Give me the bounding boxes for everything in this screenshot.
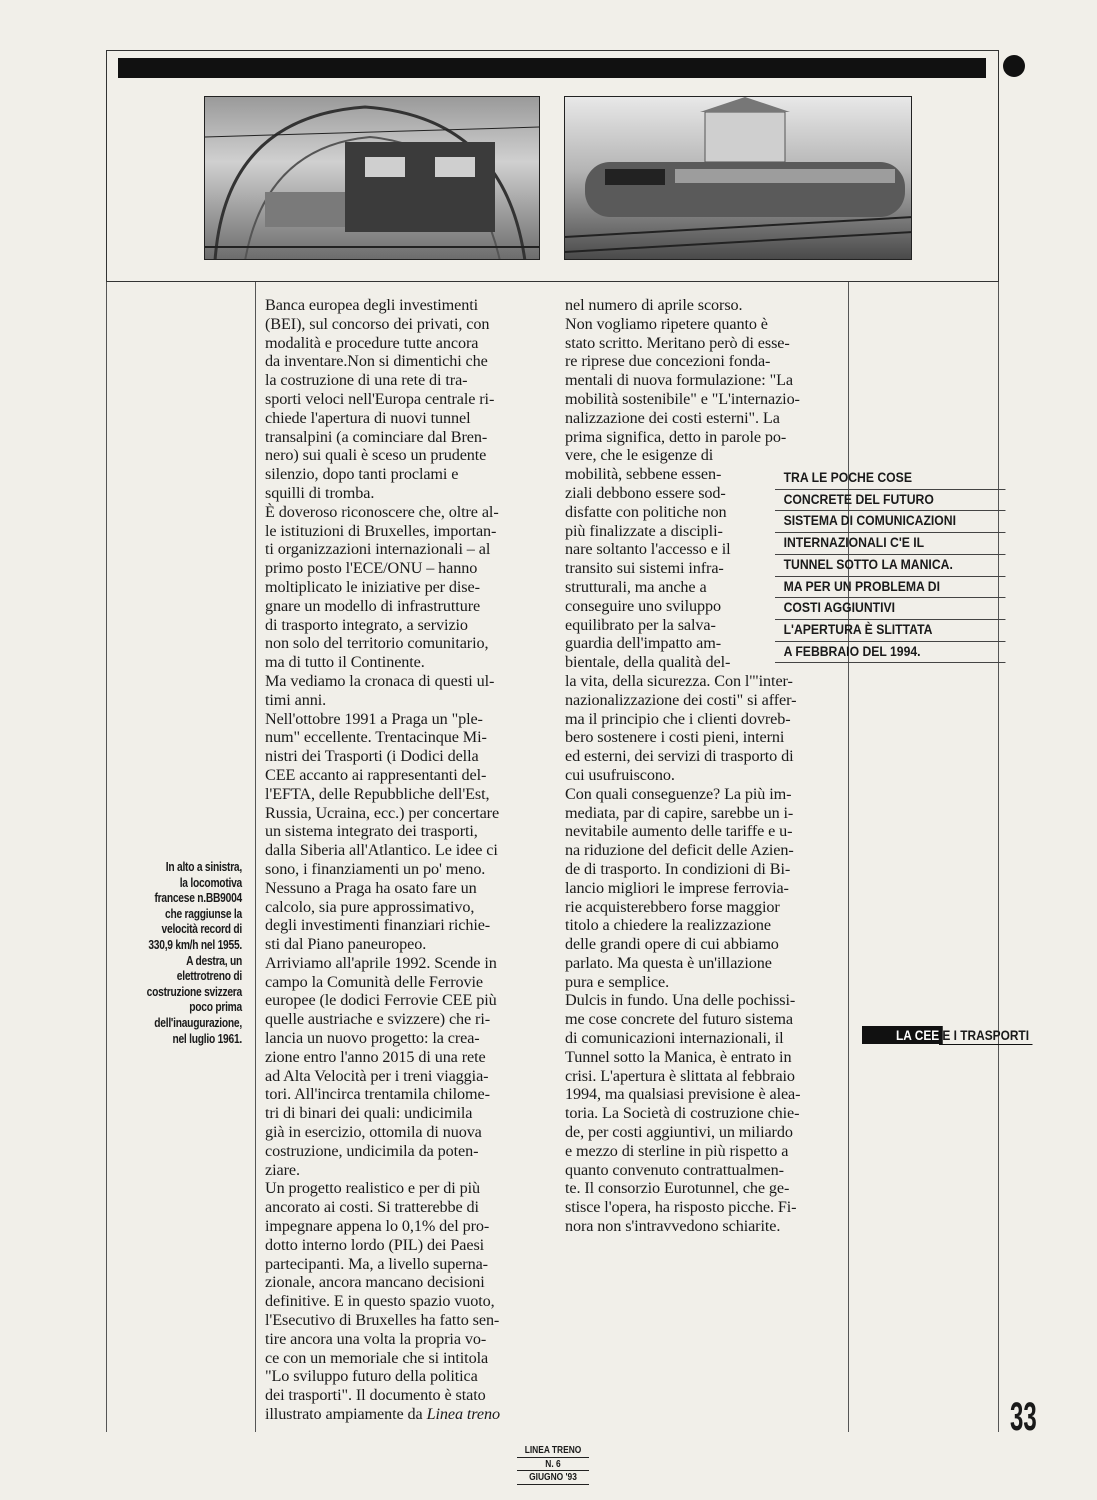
text-line: più finalizzate a discipli- [565, 521, 723, 540]
text-line: quelle austriache e svizzere) che ri- [265, 1010, 491, 1029]
text-line: (BEI), sul concorso dei privati, con [265, 314, 490, 333]
text-line: zione entro l'anno 2015 di una rete [265, 1047, 486, 1066]
caption-rule [255, 282, 256, 1432]
section-tag-left: LA CEE [862, 1026, 943, 1044]
text-line: sporti veloci nell'Europa centrale ri- [265, 389, 495, 408]
text-line: di trasporto integrato, a servizio [265, 615, 468, 634]
text-line: sono, i finanziamenti un po' meno. [265, 859, 486, 878]
locomotive-bb9004-photo [204, 96, 540, 260]
pull-quote-line: L'APERTURA È SLITTATA [775, 620, 1005, 642]
text-line: mobilità sostenibile" e "L'internazio- [565, 389, 800, 408]
right-column-rule [848, 282, 849, 1432]
text-line: nevitabile aumento delle tariffe e u- [565, 822, 793, 841]
text-line: timi anni. [265, 690, 327, 709]
text-line: Nell'ottobre 1991 a Praga un "ple- [265, 709, 483, 728]
text-line: rie acquisterebbero forse maggior [565, 897, 780, 916]
pull-quote-line: MA PER UN PROBLEMA DI [775, 577, 1005, 599]
magazine-reference: Linea treno [426, 1405, 500, 1424]
text-line: impegnare appena lo 0,1% del pro- [265, 1217, 490, 1236]
text-line: ad Alta Velocità per i treni viaggia- [265, 1066, 489, 1085]
text-line: ancorato ai costi. Si tratterebbe di [265, 1198, 479, 1217]
text-line: ziare. [265, 1160, 300, 1179]
pull-quote-line: A FEBBRAIO DEL 1994. [775, 642, 1005, 664]
text-line: l'Esecutivo di Bruxelles ha fatto sen- [265, 1311, 500, 1330]
text-line: campo la Comunità delle Ferrovie [265, 972, 483, 991]
text-line: di comunicazioni internazionali, il [565, 1029, 784, 1048]
text-line: e mezzo di sterline in più rispetto a [565, 1141, 789, 1160]
pull-quote-line: TRA LE POCHE COSE [775, 468, 1005, 490]
text-line: de di trasporto. In condizioni di Bi- [565, 859, 791, 878]
page-number: 33 [1010, 1395, 1037, 1439]
footer-magazine: LINEA TRENO [517, 1444, 589, 1458]
text-line: Con quali conseguenze? La più im- [565, 784, 792, 803]
text-line: transalpini (a cominciare dal Bren- [265, 427, 488, 446]
text-line: mentali di nuova formulazione: "La [565, 371, 793, 390]
text-line: chiede l'apertura di nuovi tunnel [265, 408, 471, 427]
text-line: l'EFTA, delle Repubbliche dell'Est, [265, 784, 490, 803]
text-line: ce con un memoriale che si intitola [265, 1348, 489, 1367]
text-line: CEE accanto ai rappresentanti del- [265, 765, 487, 784]
pull-quote-line: CONCRETE DEL FUTURO [775, 490, 1005, 512]
text-line: na riduzione del deficit delle Azien- [565, 841, 794, 860]
text-line: dotto interno lordo (PIL) dei Paesi [265, 1235, 485, 1254]
footer-date: GIUGNO '93 [517, 1471, 589, 1485]
text-line: num" eccellente. Trentacinque Mi- [265, 728, 487, 747]
text-line: parlato. Ma questa è un'illazione [565, 953, 772, 972]
text-line: illustrato ampiamente da Linea treno [265, 1405, 500, 1424]
text-line: Ma vediamo la cronaca di questi ul- [265, 671, 495, 690]
text-line: tri di binari dei quali: undicimila [265, 1104, 473, 1123]
text-line: conseguire uno sviluppo [565, 596, 721, 615]
text-line: la costruzione di una rete di tra- [265, 371, 468, 390]
text-line: pura e semplice. [565, 972, 670, 991]
text-line: Nessuno a Praga ha osato fare un [265, 878, 477, 897]
text-line: È doveroso riconoscere che, oltre al- [265, 502, 499, 521]
header-dot [1003, 55, 1025, 77]
text-line: silenzio, dopo tanti proclami e [265, 465, 459, 484]
text-line: prima significa, detto in parole po- [565, 427, 787, 446]
text-line: de, per costi aggiuntivi, un miliardo [565, 1123, 793, 1142]
pull-quote-line: COSTI AGGIUNTIVI [775, 598, 1005, 620]
text-line: stisce l'opera, ha risposto picche. Fi- [565, 1198, 797, 1217]
text-line: già in esercizio, ottomila di nuova [265, 1123, 482, 1142]
text-line: bero sostenere i costi pieni, interni [565, 728, 785, 747]
text-line: delle grandi opere di cui abbiamo [565, 935, 779, 954]
photo-caption: In alto a sinistra, la locomotiva francese n.BB9004 che raggiunse la velocità record di 330,9 km/h nel 1955. A destra, un elettrotreno di costruzione svizzera poco prima dell'inaugurazione, nel luglio 1961. [146, 860, 242, 1046]
text-line: europee (le dodici Ferrovie CEE più [265, 991, 497, 1010]
section-tag [862, 1026, 1097, 1044]
text-line: la vita, della sicurezza. Con l'"inter- [565, 671, 793, 690]
pull-quote-line: INTERNAZIONALI C'E IL [775, 533, 1005, 555]
text-line: gnare un modello di infrastrutture [265, 596, 481, 615]
text-line: Un progetto realistico e per di più [265, 1179, 480, 1198]
text-line: degli investimenti finanziari richie- [265, 916, 491, 935]
text-line: ma il principio che i clienti dovreb- [565, 709, 791, 728]
text-line: non solo del territorio comunitario, [265, 634, 489, 653]
text-line: calcolo, sia pure approssimativo, [265, 897, 475, 916]
text-line: nora non s'intravvedono schiarite. [565, 1217, 781, 1236]
text-line: dalla Siberia all'Atlantico. Le idee ci [265, 841, 498, 860]
text-line: dei trasporti". Il documento è stato [265, 1386, 486, 1405]
pull-quote [775, 468, 997, 663]
text-line: da inventare.Non si dimentichi che [265, 352, 488, 371]
text-line: Banca europea degli investimenti [265, 296, 479, 314]
text-line: ti organizzazioni internazionali – al [265, 540, 491, 559]
text-line: nalizzazione dei costi esterni". La [565, 408, 780, 427]
text-line: le istituzioni di Bruxelles, importan- [265, 521, 497, 540]
article-column-1 [265, 296, 548, 1424]
text-line: disfatte con politiche non [565, 502, 727, 521]
outer-rule [998, 282, 999, 1432]
left-rule [106, 282, 107, 1432]
text-line: bientale, della qualità del- [565, 653, 731, 672]
text-line: definitive. E in questo spazio vuoto, [265, 1292, 495, 1311]
text-line: transito sui sistemi infra- [565, 559, 724, 578]
text-line: toria. La Società di costruzione chie- [565, 1104, 800, 1123]
text-line: vere, che le esigenze di [565, 446, 714, 465]
text-line: ed esterni, dei servizi di trasporto di [565, 747, 794, 766]
text-line: mobilità, sebbene essen- [565, 465, 722, 484]
text-line: nel numero di aprile scorso. [565, 296, 743, 314]
text-line: sti dal Piano paneuropeo. [265, 935, 427, 954]
text-line: nare soltanto l'accesso e il [565, 540, 731, 559]
text-line: modalità e procedure tutte ancora [265, 333, 479, 352]
pull-quote-line: SISTEMA DI COMUNICAZIONI [775, 511, 1005, 533]
text-line: re riprese due concezioni fonda- [565, 352, 771, 371]
text-line: lancia un nuovo progetto: la crea- [265, 1029, 480, 1048]
section-tag-right: E I TRASPORTI [939, 1026, 1032, 1045]
text-line: lancio migliori le imprese ferrovia- [565, 878, 789, 897]
text-line: "Lo sviluppo futuro della politica [265, 1367, 478, 1386]
text-line: tori. All'incirca trentamila chilome- [265, 1085, 490, 1104]
text-line: Arriviamo all'aprile 1992. Scende in [265, 953, 497, 972]
text-line: costruzione, undicimila da poten- [265, 1141, 479, 1160]
text-line: ma di tutto il Continente. [265, 653, 425, 672]
text-line: tire ancora una volta la propria vo- [265, 1329, 487, 1348]
text-line: primo posto l'ECE/ONU – hanno [265, 559, 478, 578]
article-column-2 [565, 296, 847, 1236]
text-line: strutturali, ma anche a [565, 577, 707, 596]
text-line: nero) sui quali è sceso un prudente [265, 446, 487, 465]
text-line: zionale, ancora mancano decisioni [265, 1273, 485, 1292]
text-line: crisi. L'apertura è slittata al febbraio [565, 1066, 795, 1085]
text-line: guardia dell'impatto am- [565, 634, 722, 653]
footer-issue: N. 6 [517, 1458, 589, 1472]
text-line: Russia, Ucraina, ecc.) per concertare [265, 803, 500, 822]
text-line: un sistema integrato dei trasporti, [265, 822, 478, 841]
text-line: nazionalizzazione dei costi" si affer- [565, 690, 797, 709]
text-line: me cose concrete del futuro sistema [565, 1010, 793, 1029]
text-line: partecipanti. Ma, a livello superna- [265, 1254, 488, 1273]
pull-quote-line: TUNNEL SOTTO LA MANICA. [775, 555, 1005, 577]
text-line: Dulcis in fundo. Una delle pochissi- [565, 991, 796, 1010]
text-line: moltiplicato le iniziative per dise- [265, 577, 480, 596]
text-line: quanto convenuto contrattualmen- [565, 1160, 784, 1179]
text-line: Non vogliamo ripetere quanto è [565, 314, 768, 333]
text-line: squilli di tromba. [265, 483, 375, 502]
text-line: equilibrato per la salva- [565, 615, 716, 634]
text-line: stato scritto. Meritano però di esse- [565, 333, 790, 352]
footer [508, 1444, 598, 1485]
text-line: nistri dei Trasporti (i Dodici della [265, 747, 479, 766]
text-line: titolo a chiedere la realizzazione [565, 916, 772, 935]
header-bar [118, 58, 986, 78]
swiss-electric-train-photo [564, 96, 912, 260]
text-line: mediata, par di capire, sarebbe un i- [565, 803, 794, 822]
text-line: Tunnel sotto la Manica, è entrato in [565, 1047, 792, 1066]
text-line: te. Il consorzio Eurotunnel, che ge- [565, 1179, 790, 1198]
text-line: 1994, ma qualsiasi previsione è alea- [565, 1085, 801, 1104]
text-line: ziali debbono essere sod- [565, 483, 726, 502]
text-line: cui usufruiscono. [565, 765, 675, 784]
